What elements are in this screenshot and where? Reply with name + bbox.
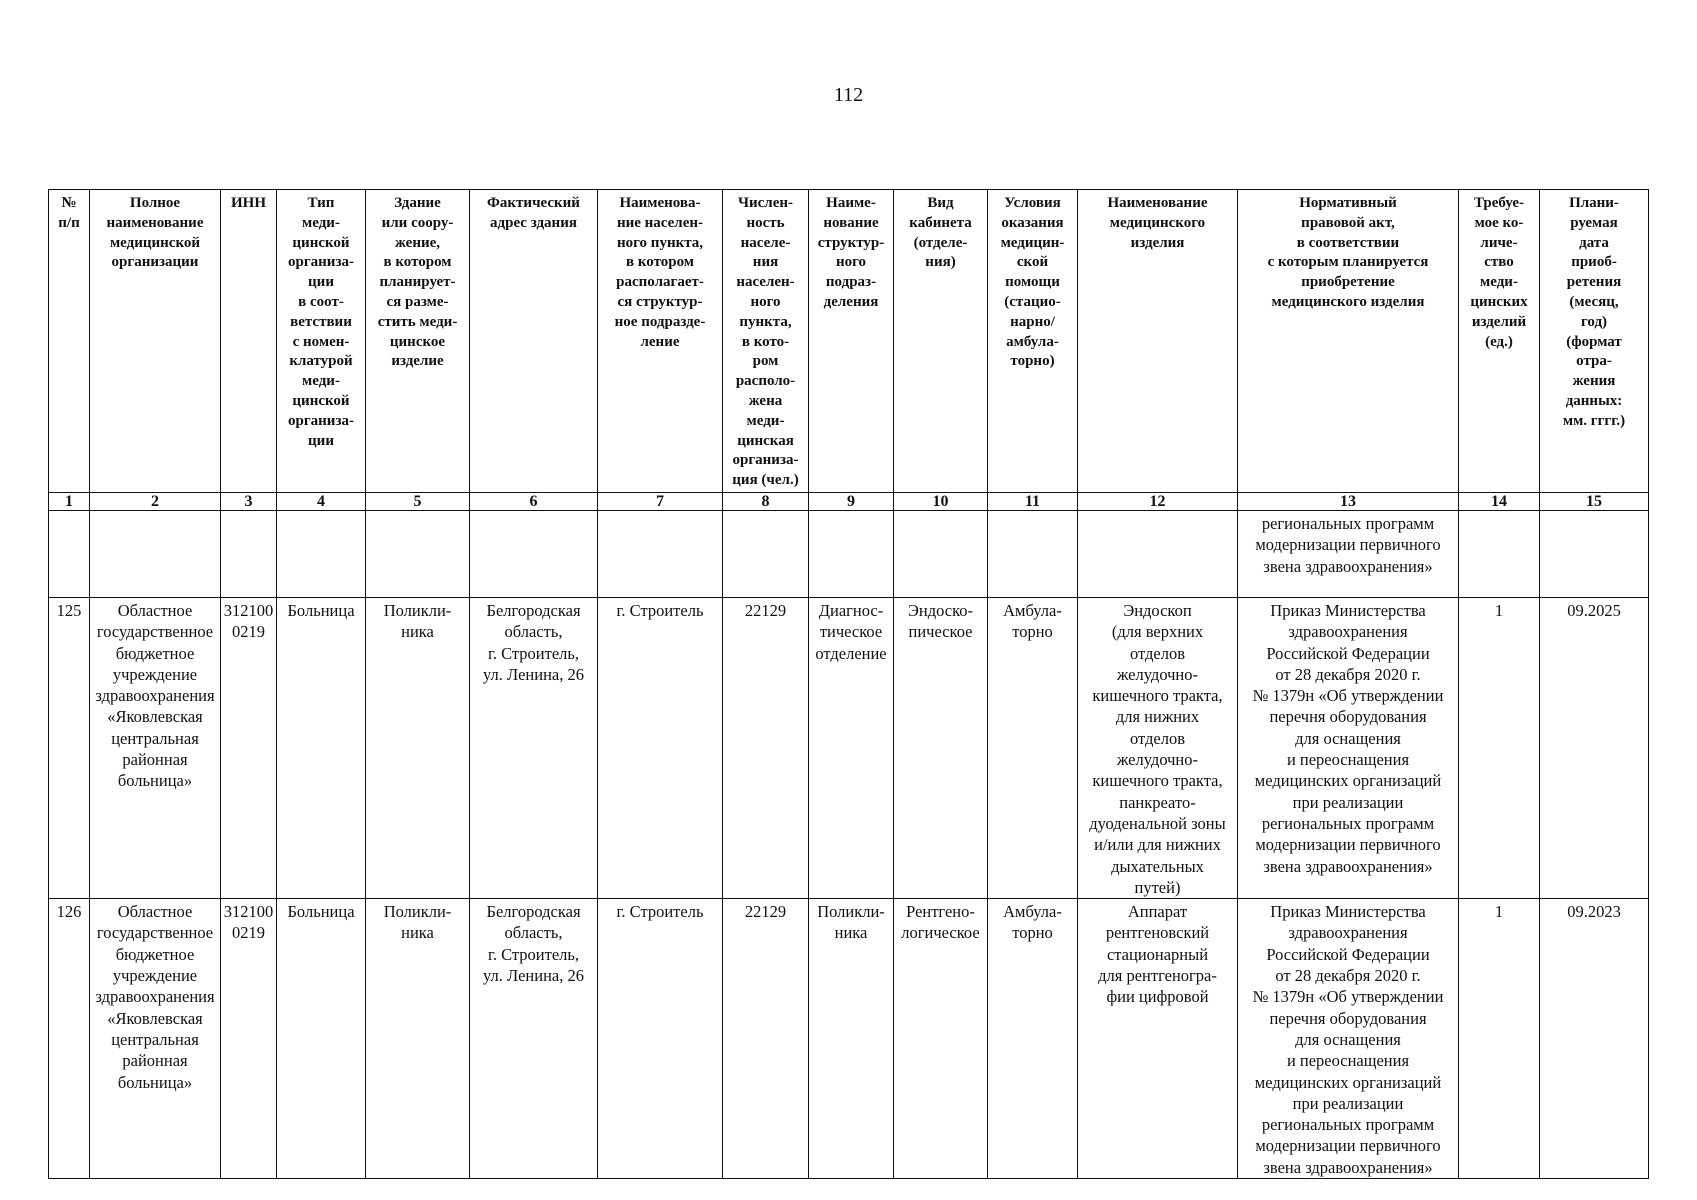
column-number: 2 bbox=[90, 493, 221, 511]
header-cell-building: Здание или соору- жение, в котором планирует- ся разме- стить меди- цинское изделие bbox=[366, 190, 470, 493]
population-cell: 22129 bbox=[723, 899, 809, 1179]
population-cell: 22129 bbox=[723, 598, 809, 899]
continuation-row bbox=[49, 511, 1649, 598]
building-cell: Поликли- ника bbox=[366, 899, 470, 1179]
organization-name-cell: Областное государственное бюджетное учреждение здравоохранения «Яковлевская центральная районная больница» bbox=[90, 598, 221, 899]
table-row bbox=[49, 598, 1649, 899]
building-cell: Поликли- ника bbox=[366, 598, 470, 899]
table-cell bbox=[988, 511, 1078, 598]
table-cell bbox=[366, 511, 470, 598]
table-cell bbox=[470, 511, 598, 598]
table-cell bbox=[598, 511, 723, 598]
header-cell-population: Числен- ность населе- ния населен- ного пункта, в кото- ром располо- жена меди- цинская организа- ция (чел.) bbox=[723, 190, 809, 493]
device-name-cell: Эндоскоп (для верхних отделов желудочно- кишечного тракта, для нижних отделов желудочно- кишечного тракта, панкреато- дуоденальной зоны и/или для нижних дыхательных путей) bbox=[1078, 598, 1238, 899]
header-cell-organization-name: Полное наименование медицинской организации bbox=[90, 190, 221, 493]
equipment-table bbox=[48, 189, 1649, 1179]
column-number: 4 bbox=[277, 493, 366, 511]
table-cell bbox=[809, 511, 894, 598]
table-cell bbox=[1540, 511, 1649, 598]
column-number: 11 bbox=[988, 493, 1078, 511]
column-number: 5 bbox=[366, 493, 470, 511]
room-type-cell: Рентгено- логическое bbox=[894, 899, 988, 1179]
subdivision-cell: Диагнос- тическое отделение bbox=[809, 598, 894, 899]
header-row bbox=[49, 190, 1649, 493]
column-number: 9 bbox=[809, 493, 894, 511]
row-number-cell: 125 bbox=[49, 598, 90, 899]
header-cell-settlement: Наименова- ние населен- ного пункта, в котором располагает- ся структур- ное подразде- ление bbox=[598, 190, 723, 493]
table-cell bbox=[49, 511, 90, 598]
legal-act-cell: Приказ Министерства здравоохранения Российской Федерации от 28 декабря 2020 г. № 1379н «Об утверждении перечня оборудования для оснащения и переоснащения медицинских организаций при реализации региональных программ модернизации первичного звена здравоохранения» bbox=[1238, 899, 1459, 1179]
legal-act-continuation: региональных программ модернизации первичного звена здравоохранения» bbox=[1238, 511, 1459, 598]
column-number: 8 bbox=[723, 493, 809, 511]
settlement-cell: г. Строитель bbox=[598, 598, 723, 899]
header-cell-care-conditions: Условия оказания медицин- ской помощи (стацио- нарно/ амбула- торно) bbox=[988, 190, 1078, 493]
inn-cell: 312100 0219 bbox=[221, 598, 277, 899]
quantity-cell: 1 bbox=[1459, 598, 1540, 899]
table-cell bbox=[1459, 511, 1540, 598]
inn-cell: 312100 0219 bbox=[221, 899, 277, 1179]
column-number: 15 bbox=[1540, 493, 1649, 511]
care-conditions-cell: Амбула- торно bbox=[988, 598, 1078, 899]
header-cell-inn: ИНН bbox=[221, 190, 277, 493]
organization-type-cell: Больница bbox=[277, 899, 366, 1179]
table-cell bbox=[1078, 511, 1238, 598]
column-number-row bbox=[49, 493, 1649, 511]
address-cell: Белгородская область, г. Строитель, ул. Ленина, 26 bbox=[470, 598, 598, 899]
header-cell-quantity: Требуе- мое ко- личе- ство меди- цинских изделий (ед.) bbox=[1459, 190, 1540, 493]
settlement-cell: г. Строитель bbox=[598, 899, 723, 1179]
column-number: 1 bbox=[49, 493, 90, 511]
header-cell-room-type: Вид кабинета (отделе- ния) bbox=[894, 190, 988, 493]
care-conditions-cell: Амбула- торно bbox=[988, 899, 1078, 1179]
header-cell-subdivision: Наиме- нование структур- ного подраз- деления bbox=[809, 190, 894, 493]
column-number: 7 bbox=[598, 493, 723, 511]
column-number: 13 bbox=[1238, 493, 1459, 511]
device-name-cell: Аппарат рентгеновский стационарный для рентгеногра- фии цифровой bbox=[1078, 899, 1238, 1179]
table-cell bbox=[723, 511, 809, 598]
planned-date-cell: 09.2025 bbox=[1540, 598, 1649, 899]
header-cell-legal-act: Нормативный правовой акт, в соответствии с которым планируется приобретение медицинского изделия bbox=[1238, 190, 1459, 493]
table-cell bbox=[894, 511, 988, 598]
table-row bbox=[49, 899, 1649, 1179]
quantity-cell: 1 bbox=[1459, 899, 1540, 1179]
table-cell bbox=[277, 511, 366, 598]
organization-type-cell: Больница bbox=[277, 598, 366, 899]
organization-name-cell: Областное государственное бюджетное учреждение здравоохранения «Яковлевская центральная районная больница» bbox=[90, 899, 221, 1179]
room-type-cell: Эндоско- пическое bbox=[894, 598, 988, 899]
address-cell: Белгородская область, г. Строитель, ул. Ленина, 26 bbox=[470, 899, 598, 1179]
header-cell-address: Фактический адрес здания bbox=[470, 190, 598, 493]
legal-act-cell: Приказ Министерства здравоохранения Российской Федерации от 28 декабря 2020 г. № 1379н «Об утверждении перечня оборудования для оснащения и переоснащения медицинских организаций при реализации региональных программ модернизации первичного звена здравоохранения» bbox=[1238, 598, 1459, 899]
header-cell-device-name: Наименование медицинского изделия bbox=[1078, 190, 1238, 493]
header-cell-organization-type: Тип меди- цинской организа- ции в соот- ветствии с номен- клатурой меди- цинской организа- ции bbox=[277, 190, 366, 493]
column-number: 6 bbox=[470, 493, 598, 511]
column-number: 14 bbox=[1459, 493, 1540, 511]
header-cell-planned-date: Плани- руемая дата приоб- ретения (месяц, год) (формат отра- жения данных: мм. гггг.) bbox=[1540, 190, 1649, 493]
planned-date-cell: 09.2023 bbox=[1540, 899, 1649, 1179]
table-cell bbox=[90, 511, 221, 598]
page-number: 112 bbox=[833, 84, 864, 106]
table-cell bbox=[221, 511, 277, 598]
column-number: 12 bbox=[1078, 493, 1238, 511]
row-number-cell: 126 bbox=[49, 899, 90, 1179]
column-number: 10 bbox=[894, 493, 988, 511]
column-number: 3 bbox=[221, 493, 277, 511]
header-cell-row-number: № п/п bbox=[49, 190, 90, 493]
subdivision-cell: Поликли- ника bbox=[809, 899, 894, 1179]
